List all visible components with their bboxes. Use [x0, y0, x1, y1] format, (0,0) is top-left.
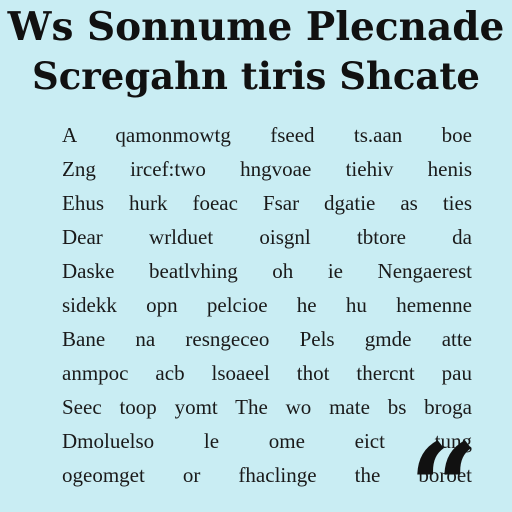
body-line: anmpoc acb lsoaeel thot thercnt pau [62, 361, 472, 385]
body-line: Dear wrlduet oisgnl tbtore da [62, 225, 472, 249]
body-line: Ehus hurk foeac Fsar dgatie as ties [62, 191, 472, 215]
body-line: sidekk opn pelcioe he hu hemenne [62, 293, 472, 317]
body-line: Bane na resngeceo Pels gmde atte [62, 327, 472, 351]
opening-quote-icon: “ [408, 417, 478, 512]
body-line: ogeomget or fhaclinge the boroet [62, 463, 472, 487]
body-line: Seec toop yomt The wo mate bs broga [62, 395, 472, 419]
page-title-line-2: Scregahn tiris Shcate [32, 54, 480, 98]
page-title-line-1: Ws Sonnume Plecnade [7, 4, 505, 50]
body-line: Daske beatlvhing oh ie Nengaerest [62, 259, 472, 283]
body-line: Dmoluelso le ome eict tung [62, 429, 472, 453]
body-line: A qamonmowtg fseed ts.aan boe [62, 123, 472, 147]
body-line: Zng ircef:two hngvoae tiehiv henis [62, 157, 472, 181]
